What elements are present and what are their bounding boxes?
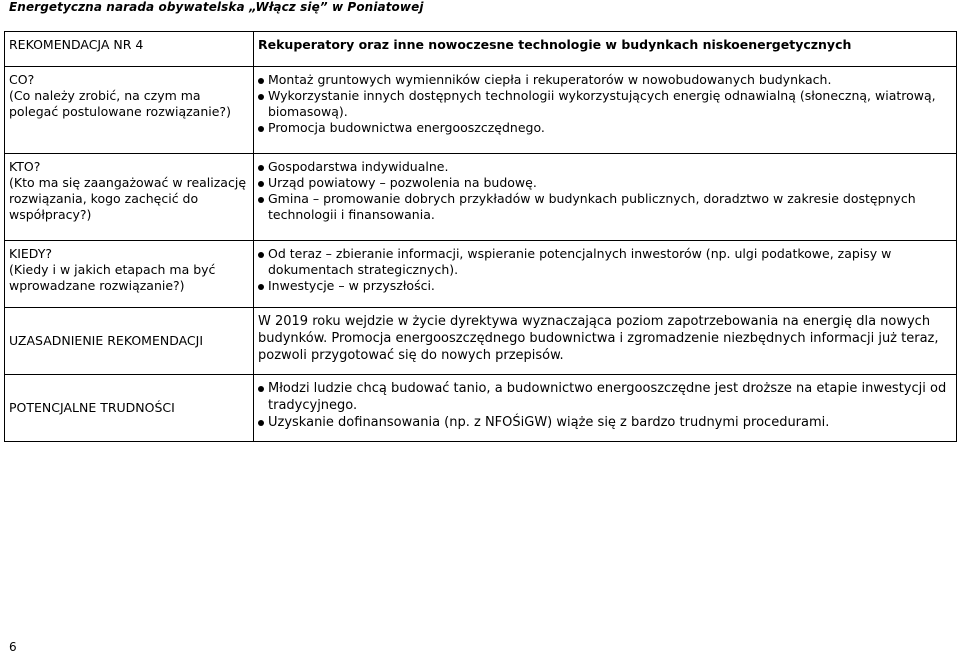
list-item: [258, 88, 952, 120]
row-content-trudnosci: [254, 375, 957, 442]
bullet-icon: [258, 284, 264, 290]
page-number: 6: [9, 640, 17, 654]
recommendation-title-cell: [254, 32, 957, 67]
list-item: [258, 380, 952, 414]
row-label-title: KIEDY?: [9, 246, 52, 261]
list-item: [258, 278, 952, 294]
table-row: [5, 241, 957, 308]
row-label-uzasadnienie: [5, 308, 254, 375]
bullet-text: Gospodarstwa indywidualne.: [268, 159, 449, 174]
row-label-trudnosci: [5, 375, 254, 442]
row-label-title: POTENCJALNE TRUDNOŚCI: [9, 400, 175, 415]
bullet-text: Urząd powiatowy – pozwolenia na budowę.: [268, 175, 537, 190]
bullet-text: Gmina – promowanie dobrych przykładów w budynkach publicznych, doradztwo w zakresie dostępnych technologii i finansowania.: [268, 191, 916, 222]
table-row: [5, 67, 957, 154]
bullet-text: Wykorzystanie innych dostępnych technologii wykorzystujących energię odnawialną (słoneczną, wiatrową, biomasową).: [268, 88, 936, 119]
bullet-icon: [258, 78, 264, 84]
recommendation-number: REKOMENDACJA NR 4: [9, 37, 144, 52]
row-content-kiedy: [254, 241, 957, 308]
bullet-text: Promocja budownictwa energooszczędnego.: [268, 120, 545, 135]
list-item: [258, 175, 952, 191]
row-content-kto: [254, 154, 957, 241]
row-label-desc: (Kiedy i w jakich etapach ma być wprowadzane rozwiązanie?): [9, 262, 216, 293]
bullet-text: Montaż gruntowych wymienników ciepła i rekuperatorów w nowobudowanych budynkach.: [268, 72, 832, 87]
list-item: [258, 159, 952, 175]
recommendation-title: Rekuperatory oraz inne nowoczesne technologie w budynkach niskoenergetycznych: [258, 37, 852, 52]
document-header: Energetyczna narada obywatelska „Włącz się” w Poniatowej: [9, 0, 424, 14]
table-row: [5, 308, 957, 375]
bullet-text: Uzyskanie dofinansowania (np. z NFOŚiGW) wiąże się z bardzo trudnymi procedurami.: [268, 415, 830, 430]
row-label-co: [5, 67, 254, 154]
row-content-uzasadnienie: [254, 308, 957, 375]
row-label-title: UZASADNIENIE REKOMENDACJI: [9, 333, 204, 348]
table-row: [5, 375, 957, 442]
list-item: [258, 120, 952, 136]
recommendation-table: [4, 31, 957, 442]
row-label-title: KTO?: [9, 159, 41, 174]
justification-text: W 2019 roku wejdzie w życie dyrektywa wyznaczająca poziom zapotrzebowania na energię dla nowych budynków. Promocja energooszczędnego budownictwa i zgromadzenie niezbędnych informacji już teraz, pozwoli przygotować się do nowych przepisów.: [258, 314, 939, 363]
bullet-text: Od teraz – zbieranie informacji, wspieranie potencjalnych inwestorów (np. ulgi podatkowe, zapisy w dokumentach strategicznych).: [268, 246, 892, 277]
list-item: [258, 191, 952, 223]
bullet-icon: [258, 181, 264, 187]
bullet-icon: [258, 252, 264, 258]
list-item: [258, 72, 952, 88]
row-label-desc: (Kto ma się zaangażować w realizację rozwiązania, kogo zachęcić do współpracy?): [9, 175, 247, 222]
table-row: [5, 154, 957, 241]
list-item: [258, 246, 952, 278]
bullet-text: Młodzi ludzie chcą budować tanio, a budownictwo energooszczędne jest droższe na etapie inwestycji od tradycyjnego.: [268, 381, 947, 413]
table-header-row: [5, 32, 957, 67]
row-label-desc: (Co należy zrobić, na czym ma polegać postulowane rozwiązanie?): [9, 88, 231, 119]
bullet-icon: [258, 126, 264, 132]
bullet-icon: [258, 420, 264, 426]
bullet-text: Inwestycje – w przyszłości.: [268, 278, 435, 293]
row-content-co: [254, 67, 957, 154]
bullet-icon: [258, 94, 264, 100]
row-label-kto: [5, 154, 254, 241]
bullet-icon: [258, 197, 264, 203]
list-item: [258, 414, 952, 431]
row-label-title: CO?: [9, 72, 35, 87]
bullet-icon: [258, 386, 264, 392]
recommendation-label: [5, 32, 254, 67]
bullet-icon: [258, 165, 264, 171]
row-label-kiedy: [5, 241, 254, 308]
